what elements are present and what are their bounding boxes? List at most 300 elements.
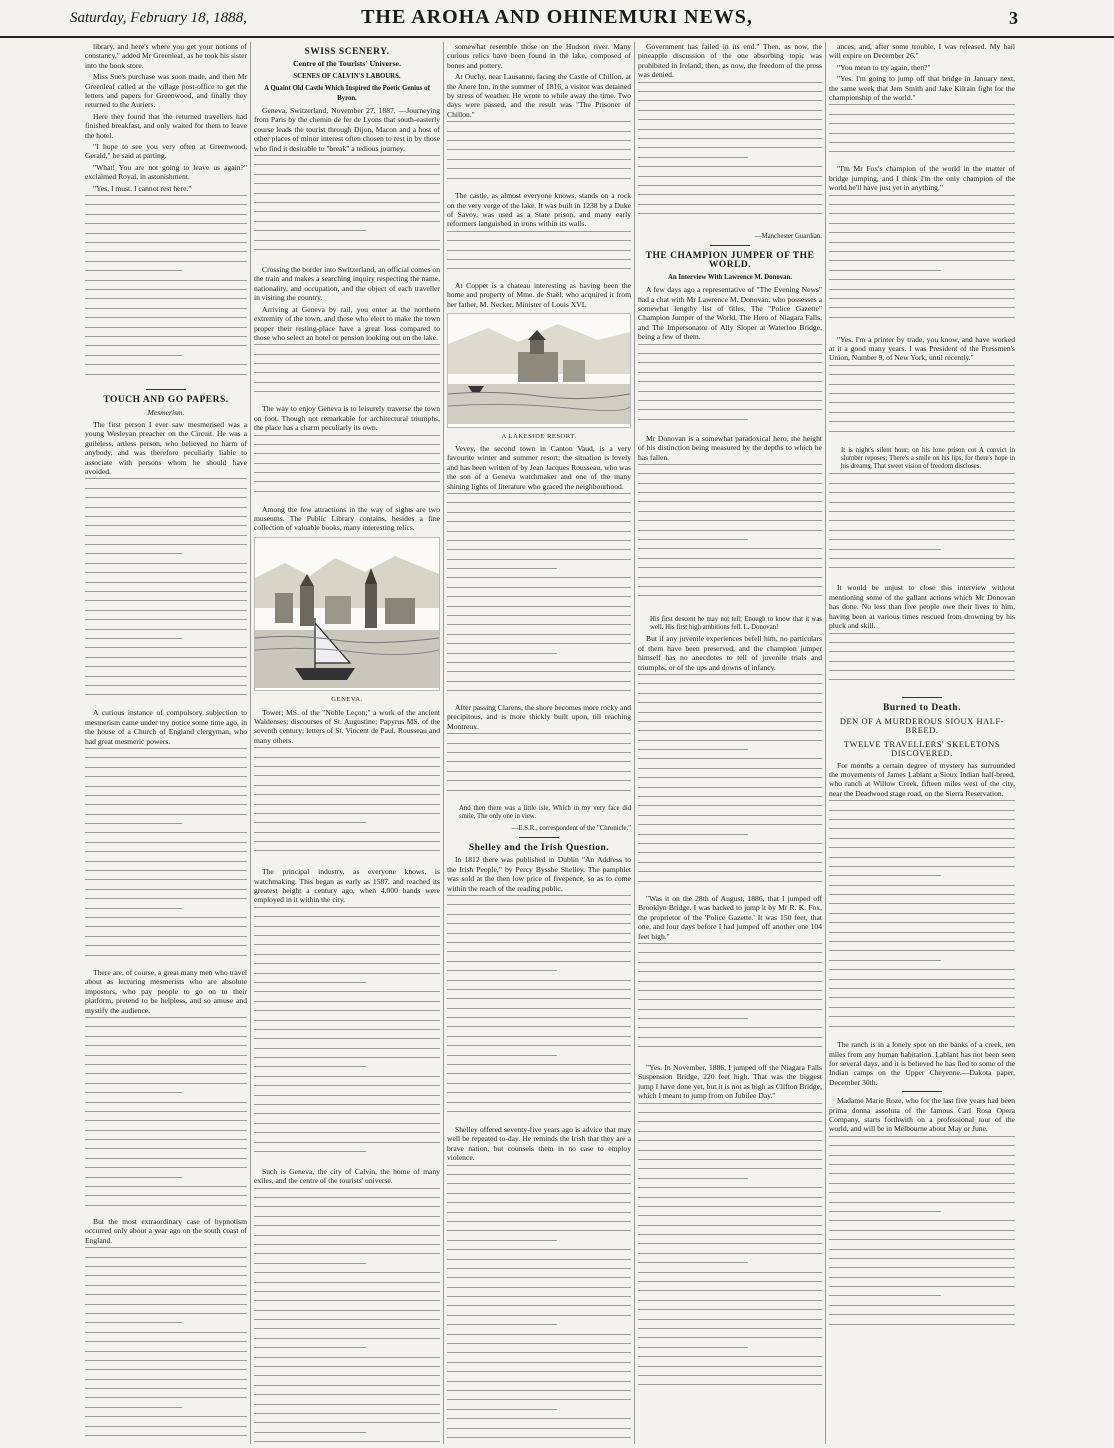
text-line [447, 1305, 631, 1306]
text-line [85, 374, 247, 375]
text-line [829, 941, 1015, 942]
text-line [638, 862, 822, 863]
text-line [254, 1244, 440, 1245]
article-paragraph: In 1812 there was published in Dublin "An Address to the Irish People," by Percy Bysshe Shelley. The pamphlet was sold at the then low price of fivepence, so as to come within the reach of the reading public. [447, 855, 631, 893]
text-line [638, 138, 822, 139]
text-line [447, 1017, 631, 1018]
article-paragraph: ances, and, after some trouble, I was released. My bail will expire on December 26." [829, 42, 1015, 61]
text-line [85, 1313, 247, 1314]
text-line [85, 1369, 247, 1370]
text-line [638, 1046, 822, 1047]
text-line [447, 1296, 631, 1297]
text-line [254, 963, 440, 964]
text-line [829, 431, 1015, 432]
text-line [85, 1158, 247, 1159]
text-line [638, 1009, 822, 1010]
text-line [829, 1026, 1015, 1027]
column-rule [634, 42, 635, 1444]
text-line [638, 381, 822, 382]
text-line [829, 1277, 1015, 1278]
text-line [829, 279, 1015, 280]
text-line [638, 100, 822, 101]
text-line [254, 1291, 440, 1292]
text-line [638, 881, 822, 882]
text-line [447, 970, 557, 971]
subhead-sioux: DEN OF A MURDEROUS SIOUX HALF-BREED. [839, 716, 1005, 736]
text-line [85, 795, 247, 796]
text-line [85, 870, 247, 871]
text-line [85, 280, 247, 281]
article-paragraph: Tower; MS. of the "Noble Leçon;" a work of the ancient Waldenses; discourses of St. Augustine; Papyrus MS. of the seventh century; letters of St. Vincent de Paul, Rousseau and many others. [254, 707, 440, 745]
text-line [447, 1240, 557, 1241]
text-line [447, 743, 631, 744]
text-line [829, 922, 1015, 923]
text-line [254, 1104, 440, 1105]
headline-touch-and-go: TOUCH AND GO PAPERS. [103, 395, 229, 406]
text-line [638, 511, 822, 512]
text-line [638, 1018, 748, 1019]
article-paragraph: The way to enjoy Geneva is to leisurely traverse the town on foot. Though not remarkable for architectural triumphs, the place has a charm peculiarly its own. [254, 404, 440, 433]
text-line [254, 1197, 440, 1198]
text-block [254, 435, 440, 505]
text-line [254, 155, 440, 156]
subhead-calvin: SCENES OF CALVIN'S LABOURS. [293, 72, 401, 80]
article-paragraph: Such is Geneva, the city of Calvin, the home of many exiles, and the centre of the tourists' universe. [254, 1166, 440, 1186]
text-line [254, 794, 440, 795]
text-line [447, 268, 631, 269]
text-line [447, 914, 631, 915]
text-line [829, 520, 1015, 521]
article-paragraph: Crossing the border into Switzerland, an official comes on the train and makes a searching inquiry respecting the name, nationality, and occupation, and the object of each traveller in visiting the country. [254, 265, 440, 303]
text-line [85, 317, 247, 318]
text-block [85, 478, 247, 708]
text-line [447, 1183, 631, 1184]
text-line [85, 1036, 247, 1037]
text-line [638, 796, 822, 797]
text-line [85, 327, 247, 328]
text-line [829, 213, 1015, 214]
text-line [447, 1055, 557, 1056]
lakeside-engraving [448, 314, 630, 424]
text-line [447, 1399, 631, 1400]
text-line [447, 549, 631, 550]
text-line [447, 493, 631, 494]
text-line [254, 1225, 440, 1226]
text-line [829, 1314, 1015, 1315]
text-line [254, 907, 440, 908]
text-line [447, 1249, 631, 1250]
text-line [85, 1064, 247, 1065]
text-line [829, 502, 1015, 503]
text-line [85, 1167, 247, 1168]
text-line [638, 674, 822, 675]
text-line [829, 1230, 1015, 1231]
text-line [447, 1073, 631, 1074]
text-line [447, 989, 631, 990]
text-line [85, 1055, 247, 1056]
text-line [447, 259, 631, 260]
text-line [85, 1026, 247, 1027]
text-line [638, 391, 822, 392]
text-line [638, 147, 822, 148]
text-line [85, 1275, 247, 1276]
article-paragraph: "I'm Mr Fox's champion of the world in the matter of bridge jumping, and I think I'm the only champion of the world he'll have just yet in anything." [829, 164, 1015, 193]
text-line [85, 591, 247, 592]
text-line [829, 483, 1015, 484]
text-line [85, 1130, 247, 1131]
text-line [254, 344, 440, 345]
text-line [85, 1177, 182, 1178]
text-line [829, 932, 1015, 933]
text-line [638, 1225, 822, 1226]
text-line [254, 1057, 440, 1058]
text-line [85, 1426, 247, 1427]
correspondent-signature: —E.S.R., correspondent of the "Chronicle." [511, 824, 631, 832]
text-line [254, 372, 440, 373]
text-line [829, 988, 1015, 989]
text-line [254, 453, 440, 454]
text-line [638, 204, 822, 205]
text-line [85, 478, 247, 479]
text-line [638, 1319, 822, 1320]
text-block [638, 674, 822, 894]
text-line [447, 250, 631, 251]
text-line [638, 749, 748, 750]
text-line [829, 298, 1015, 299]
text-line [447, 178, 631, 179]
text-line [447, 1230, 631, 1231]
text-line [85, 879, 247, 880]
text-line [638, 815, 822, 816]
text-line [829, 960, 941, 961]
text-block [254, 344, 440, 404]
text-line [254, 164, 440, 165]
text-line [447, 559, 631, 560]
text-line [254, 1394, 440, 1395]
text-line [829, 661, 1015, 662]
text-line [829, 567, 1015, 568]
text-line [85, 563, 247, 564]
text-line [85, 553, 182, 554]
text-line [638, 1178, 748, 1179]
text-line [254, 1441, 440, 1442]
text-line [85, 345, 247, 346]
text-line [254, 766, 440, 767]
text-line [829, 151, 1015, 152]
text-line [829, 1155, 1015, 1156]
text-line [254, 785, 440, 786]
text-line [638, 353, 822, 354]
text-line [638, 520, 822, 521]
text-line [85, 1257, 247, 1258]
text-line [638, 110, 822, 111]
text-line [85, 1092, 182, 1093]
text-line [638, 1150, 822, 1151]
text-line [85, 233, 247, 234]
text-line [447, 1102, 631, 1103]
text-line [254, 954, 440, 955]
text-block [447, 895, 631, 1125]
text-line [447, 961, 631, 962]
text-line [447, 895, 631, 896]
text-line [447, 1362, 631, 1363]
article-paragraph: Government has failed in its end." Then, as now, the pineapple discussion of the one absorbing topic was prohibited in Ireland; then, as now, the freedom of the press was denied. [638, 42, 822, 80]
article-paragraph: "What! You are not going to leave us again?" exclaimed Royal, in astonishment. [85, 162, 247, 182]
text-line [254, 1300, 440, 1301]
text-line [254, 1375, 440, 1376]
text-line [638, 981, 822, 982]
text-line [829, 133, 1015, 134]
text-line [638, 539, 748, 540]
text-line [638, 483, 822, 484]
text-line [85, 823, 182, 824]
text-line [254, 1142, 440, 1143]
text-line [638, 1159, 822, 1160]
column-5 [829, 42, 1015, 1444]
text-line [447, 771, 631, 772]
article-paragraph: Shelley offered seventy-five years ago is advice that may well be repeated to-day. He reminds the Irish that they are a brave nation, but counsels them in no case to employ violence. [447, 1125, 631, 1163]
text-line [829, 242, 1015, 243]
text-line [829, 1183, 1015, 1184]
text-line [85, 619, 247, 620]
text-line [254, 363, 440, 364]
text-line [85, 1435, 247, 1436]
text-line [85, 1102, 247, 1103]
column-rule [825, 42, 826, 1444]
masthead [0, 0, 1114, 38]
article-paragraph: somewhat resemble those on the Hudson river. Many curious relics have been found in the lake, composed of bones and pottery. [447, 42, 631, 70]
text-line [254, 1319, 440, 1320]
text-line [829, 997, 1015, 998]
text-line [254, 1085, 440, 1086]
text-line [829, 651, 1015, 652]
text-line [254, 944, 440, 945]
text-line [638, 595, 822, 596]
text-line [447, 923, 631, 924]
text-line [638, 777, 822, 778]
text-line [447, 1428, 631, 1429]
text-line [447, 521, 631, 522]
text-line [254, 1188, 440, 1189]
text-line [447, 1409, 557, 1410]
text-line [85, 1195, 247, 1196]
text-block [638, 464, 822, 614]
text-line [254, 822, 366, 823]
text-line [829, 492, 1015, 493]
text-line [829, 828, 1015, 829]
text-line [447, 662, 631, 663]
text-line [447, 1390, 631, 1391]
text-line [254, 1132, 440, 1133]
text-line [638, 409, 822, 410]
text-line [829, 270, 941, 271]
text-line [85, 804, 247, 805]
text-line [447, 942, 631, 943]
text-line [447, 643, 631, 644]
text-line [638, 400, 822, 401]
figure-caption: A LAKESIDE RESORT. [501, 432, 577, 440]
subhead-interview: An Interview With Lawrence M. Donovan. [667, 273, 793, 281]
text-line [829, 1136, 1015, 1137]
text-line [447, 1334, 631, 1335]
text-line [447, 1045, 631, 1046]
text-line [447, 512, 631, 513]
text-line [638, 194, 822, 195]
text-line [254, 193, 440, 194]
article-paragraph: "You mean to try again, then?" [837, 62, 931, 72]
text-line [829, 1007, 1015, 1008]
text-line [254, 1338, 440, 1339]
text-line [85, 676, 247, 677]
text-line [829, 913, 1015, 914]
text-line [829, 123, 1015, 124]
text-line [447, 1277, 631, 1278]
text-line [254, 841, 440, 842]
text-line [254, 230, 366, 231]
text-line [85, 926, 247, 927]
text-line [447, 149, 631, 150]
section-divider [902, 697, 942, 698]
text-line [447, 790, 631, 791]
text-line [829, 558, 1015, 559]
text-line [638, 577, 822, 578]
text-line [85, 832, 247, 833]
text-line [254, 982, 366, 983]
text-line [829, 1145, 1015, 1146]
text-line [829, 511, 1015, 512]
source-attribution: —Manchester Guardian. [754, 232, 822, 240]
text-line [254, 491, 440, 492]
text-line [829, 1258, 1015, 1259]
text-line [447, 998, 631, 999]
text-line [254, 1206, 440, 1207]
text-line [829, 969, 1015, 970]
text-line [638, 871, 822, 872]
text-line [85, 1083, 247, 1084]
subhead-castle: A Quaint Old Castle Which Inspired the Poetic Genius of Byron. [264, 85, 430, 102]
text-line [447, 531, 631, 532]
text-line [85, 748, 247, 749]
text-line [85, 955, 247, 956]
text-line [447, 1092, 631, 1093]
text-line [638, 1375, 822, 1376]
text-line [447, 780, 631, 781]
headline-burned-to-death: Burned to Death. [883, 702, 961, 713]
text-line [829, 374, 1015, 375]
text-block [829, 195, 1015, 335]
text-line [829, 402, 1015, 403]
text-line [254, 804, 440, 805]
text-line [829, 412, 1015, 413]
subhead-tourists-universe: Centre of the Tourists' Universe. [293, 59, 401, 69]
column-3 [447, 42, 631, 1444]
article-paragraph: It would be unjust to close this interview without mentioning some of the gallant actions which Mr Donovan has done. No less than five people owe their lives to him, having been at various times rescued from drowning by his pluck and skill. [829, 583, 1015, 631]
text-line [254, 472, 440, 473]
text-line [638, 962, 822, 963]
text-line [85, 1266, 247, 1267]
text-line [638, 787, 822, 788]
column-1 [85, 42, 247, 1444]
article-paragraph: At Coppet is a chateau interesting as having been the home and property of Mme. de Staël, who acquired it from her father, M. Necker, Minister of Louis XVI. [447, 280, 631, 309]
text-line [829, 979, 1015, 980]
poem-excerpt: And then there was a little isle, Which in my very face did smile, The only one in view. [459, 805, 631, 821]
text-line [638, 1112, 822, 1113]
text-line [447, 624, 631, 625]
text-line [85, 582, 247, 583]
text-line [447, 1026, 631, 1027]
text-line [254, 183, 440, 184]
text-line [85, 1285, 247, 1286]
text-line [829, 838, 1015, 839]
text-line [447, 1287, 631, 1288]
text-line [85, 861, 247, 862]
text-line [85, 1045, 247, 1046]
text-line [85, 786, 247, 787]
text-line [447, 1064, 631, 1065]
text-line [85, 516, 247, 517]
text-line [829, 104, 1015, 105]
text-line [85, 1148, 247, 1149]
text-block [447, 493, 631, 703]
text-line [85, 757, 247, 758]
text-line [638, 740, 822, 741]
text-block [447, 231, 631, 281]
text-line [254, 1216, 440, 1217]
subhead-mesmerism: Mesmerism. [147, 407, 185, 417]
text-line [638, 768, 822, 769]
text-line [254, 463, 440, 464]
text-line [829, 810, 1015, 811]
article-paragraph: "I hope to see you very often at Greenwood, Gerald," he said at parting. [85, 142, 247, 161]
text-block [829, 800, 1015, 1040]
text-line [85, 1186, 247, 1187]
text-line [447, 1008, 631, 1009]
page-number: 3 [1009, 8, 1018, 28]
article-paragraph: Madame Marie Roze, who for the last five years had been prima donna assoluta of the famous Carl Rosa Opera Company, starts forthwith on a professional tour of the world, and will be in Melbourne about May or June. [829, 1096, 1015, 1134]
text-line [638, 1290, 822, 1291]
text-line [254, 444, 440, 445]
text-line [85, 214, 247, 215]
text-line [829, 679, 1015, 680]
text-line [638, 185, 822, 186]
text-line [829, 289, 1015, 290]
poem-excerpt: It is night's silent hour; on his lone prison cot A convict in slumber reposes; There's a smile on his lips, for there's hope in his dreams, That sweet vision of freedom discloses. [841, 446, 1015, 471]
text-line [447, 1259, 631, 1260]
text-line [638, 1215, 822, 1216]
text-line [85, 610, 247, 611]
text-line [85, 1407, 182, 1408]
text-line [85, 336, 247, 337]
text-line [85, 814, 247, 815]
text-line [254, 832, 440, 833]
text-line [829, 1192, 1015, 1193]
text-line [254, 1432, 366, 1433]
text-line [638, 1384, 822, 1385]
text-line [638, 1168, 822, 1169]
text-line [638, 824, 822, 825]
text-line [85, 544, 247, 545]
text-block [447, 1165, 631, 1444]
text-line [85, 666, 247, 667]
text-line [85, 270, 182, 271]
text-line [254, 481, 440, 482]
text-block [638, 943, 822, 1063]
text-block [447, 733, 631, 803]
text-line [829, 223, 1015, 224]
text-line [85, 936, 247, 937]
text-line [638, 1347, 748, 1348]
text-line [254, 813, 440, 814]
